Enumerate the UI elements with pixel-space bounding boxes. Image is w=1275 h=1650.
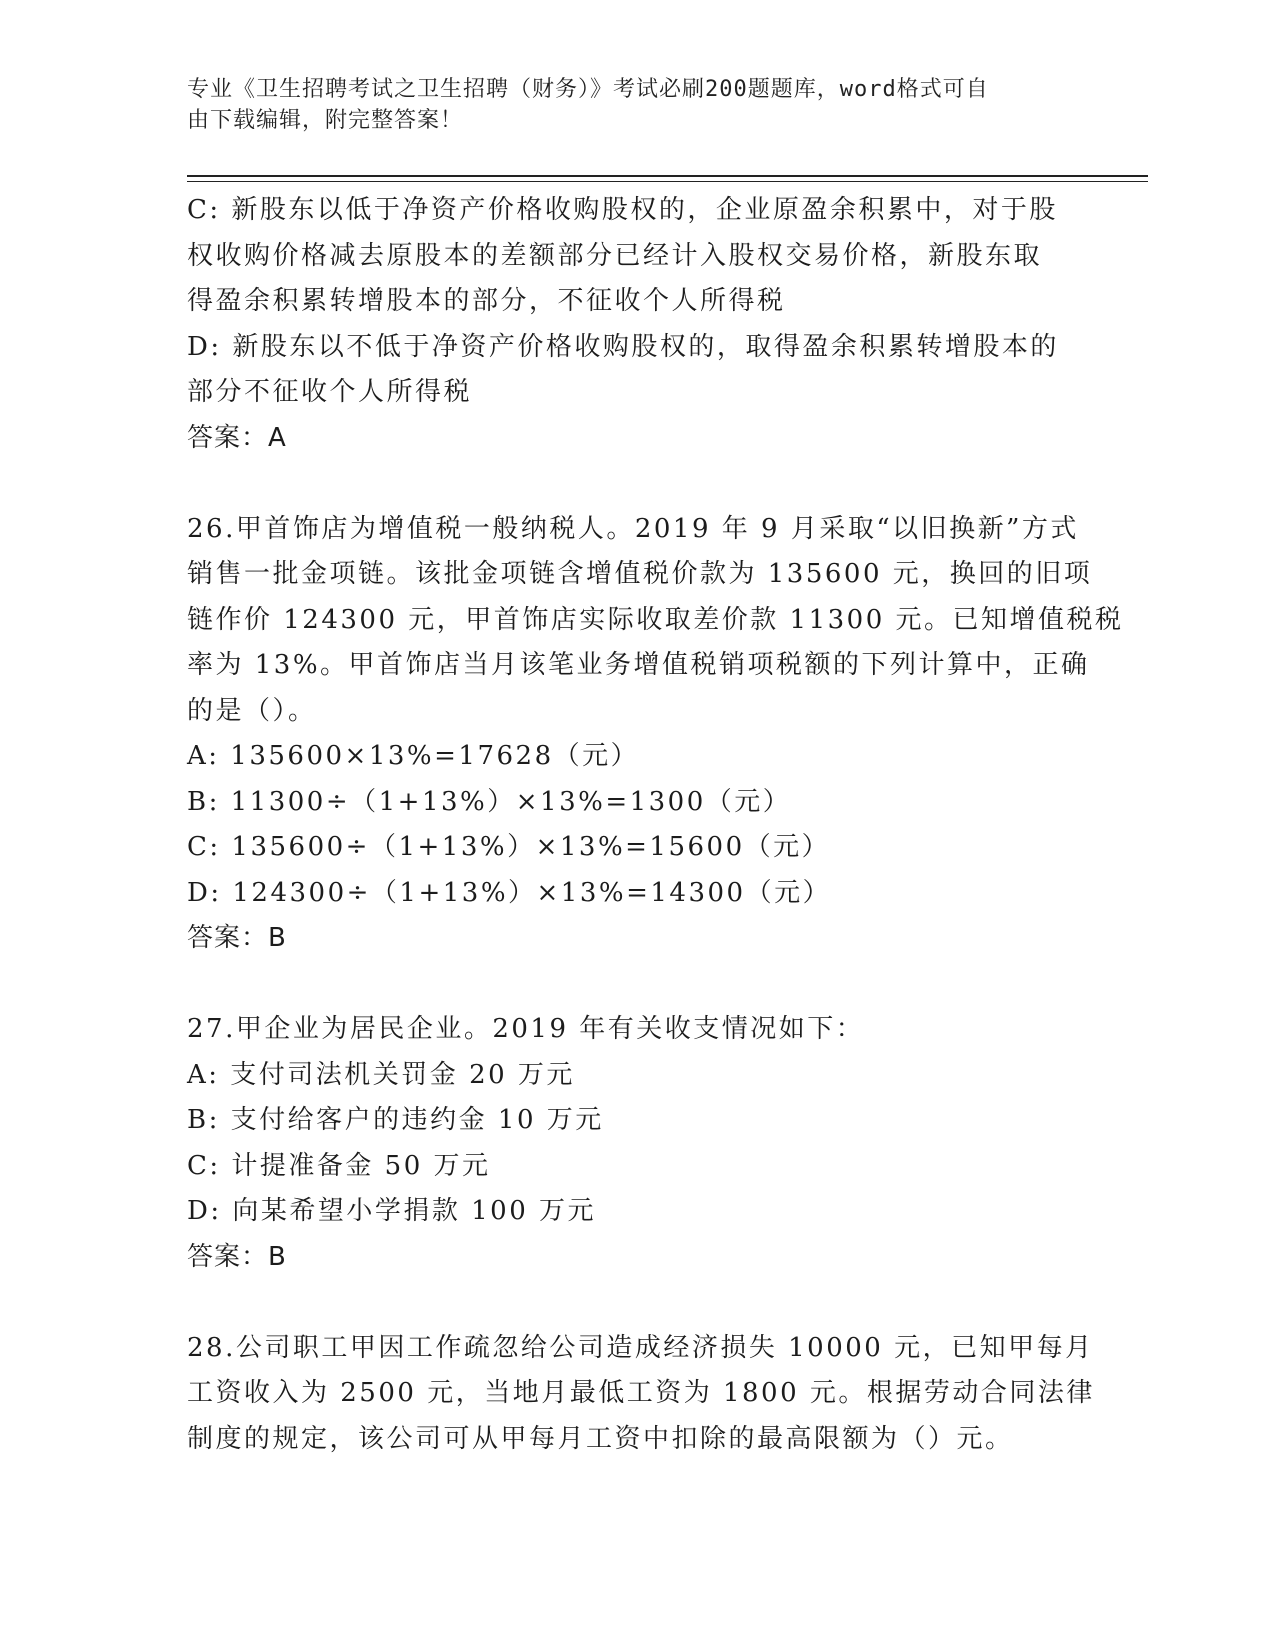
option-d: D: 向某希望小学捐款 100 万元	[187, 1196, 597, 1226]
question-stem-line: 销售一批金项链。该批金项链含增值税价款为 135600 元，换回的旧项	[187, 559, 1093, 589]
answer-line: 答案：B	[187, 1241, 287, 1272]
question-stem-line: 链作价 124300 元，甲首饰店实际收取差价款 11300 元。已知增值税税	[187, 604, 1124, 635]
question-stem-line: 工资收入为 2500 元，当地月最低工资为 1800 元。根据劳动合同法律	[187, 1378, 1095, 1408]
header-line: 专业《卫生招聘考试之卫生招聘（财务）》考试必刷200题题库，word格式可自	[187, 77, 989, 102]
question-stem-line: 27.甲企业为居民企业。2019 年有关收支情况如下：	[187, 1014, 865, 1044]
option-c-line: C: 新股东以低于净资产价格收购股权的，企业原盈余积累中，对于股	[187, 195, 1058, 225]
option-d-line: D: 新股东以不低于净资产价格收购股权的，取得盈余积累转增股本的	[187, 331, 1059, 362]
question-stem-line: 28.公司职工甲因工作疏忽给公司造成经济损失 10000 元，已知甲每月	[187, 1332, 1094, 1363]
page-header	[187, 74, 1067, 136]
question-27	[187, 1007, 1087, 1280]
answer-line: 答案：B	[187, 923, 287, 953]
question-25-tail	[187, 188, 1087, 461]
option-c: C: 计提准备金 50 万元	[187, 1150, 491, 1181]
option-b: B: 11300÷（1+13%）×13%=1300（元）	[187, 786, 792, 817]
option-d: D: 124300÷（1+13%）×13%=14300（元）	[187, 877, 832, 908]
spacer	[187, 1280, 1087, 1326]
option-b: B: 支付给客户的违约金 10 万元	[187, 1105, 604, 1135]
question-stem-line: 制度的规定，该公司可从甲每月工资中扣除的最高限额为（）元。	[187, 1423, 1014, 1454]
option-d-line: 部分不征收个人所得税	[187, 377, 473, 407]
question-stem-line: 的是（）。	[187, 695, 317, 726]
spacer	[187, 461, 1087, 507]
spacer	[187, 962, 1087, 1008]
header-rule-thick	[187, 175, 1148, 177]
document-body	[187, 188, 1124, 1462]
question-26	[187, 507, 1124, 962]
header-rule-thin	[187, 181, 1148, 182]
option-a: A: 支付司法机关罚金 20 万元	[187, 1059, 575, 1090]
option-c: C: 135600÷（1+13%）×13%=15600（元）	[187, 832, 831, 862]
question-28	[187, 1326, 1095, 1463]
option-a: A: 135600×13%=17628（元）	[187, 741, 640, 771]
option-c-line: 得盈余积累转增股本的部分，不征收个人所得税	[187, 286, 786, 316]
answer-line: 答案：A	[187, 422, 287, 453]
option-c-line: 权收购价格减去原股本的差额部分已经计入股权交易价格，新股东取	[187, 240, 1043, 271]
question-stem-line: 26.甲首饰店为增值税一般纳税人。2019 年 9 月采取“以旧换新”方式	[187, 513, 1079, 544]
question-stem-line: 率为 13%。甲首饰店当月该笔业务增值税销项税额的下列计算中，正确	[187, 650, 1090, 680]
header-line: 由下载编辑，附完整答案！	[187, 108, 464, 133]
